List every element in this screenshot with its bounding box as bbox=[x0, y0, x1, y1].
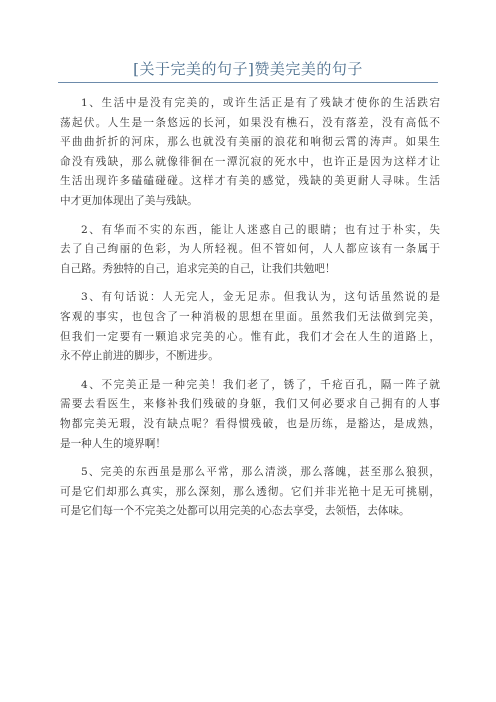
paragraph-line: 2、有华而不实的东西，能让人迷惑自己的眼睛；也有过于朴实，失 bbox=[81, 223, 440, 236]
paragraph-line: 是一种人生的境界啊！ bbox=[60, 437, 166, 450]
paragraph-5 bbox=[60, 463, 440, 522]
paragraph-line: 可是它们却那么真实，那么深刻，那么透彻。它们并非光艳十足无可挑剔， bbox=[60, 485, 440, 498]
paragraph-line: 生活出现许多磕磕碰碰。这样才有美的感觉，残缺的美更耐人寻味。生活 bbox=[60, 175, 440, 188]
paragraph-line: 平曲曲折折的河床，那么也就没有美丽的浪花和响彻云霄的涛声。如果生 bbox=[60, 136, 440, 149]
paragraph-line: 5、完美的东西虽是那么平常，那么清淡，那么落魄，甚至那么狼狈， bbox=[81, 466, 440, 479]
paragraph-line: 荡起伏。人生是一条悠远的长河，如果没有樵石，没有落差，没有高低不 bbox=[60, 116, 440, 129]
paragraph-line: 但我们一定要有一颗追求完美的心。惟有此，我们才会在人生的道路上， bbox=[60, 330, 440, 343]
paragraph-line: 4、不完美正是一种完美！我们老了，锈了，千疮百孔，隔一阵子就 bbox=[81, 378, 440, 391]
paragraph-1 bbox=[60, 94, 440, 212]
paragraph-line: 永不停止前进的脚步，不断进步。 bbox=[60, 350, 219, 363]
paragraph-line: 客观的事实，也包含了一种消极的思想在里面。虽然我们无法做到完美， bbox=[60, 310, 440, 323]
paragraph-4 bbox=[60, 376, 440, 454]
paragraph-line: 去了自己绚丽的色彩，为人所轻视。但不管如何，人人都应该有一条属于 bbox=[60, 243, 440, 256]
paragraph-line: 中才更加体现出了美与残缺。 bbox=[60, 194, 198, 207]
paragraph-line: 需要去看医生，来修补我们残破的身躯，我们又何必要求自己拥有的人事 bbox=[60, 398, 440, 411]
paragraph-line: 3、有句话说：人无完人，金无足赤。但我认为，这句话虽然说的是 bbox=[81, 291, 440, 304]
document-title: [关于完美的句子]赞美完美的句子 bbox=[133, 60, 363, 78]
paragraph-2 bbox=[60, 221, 440, 280]
paragraph-line: 1、生活中是没有完美的，或许生活正是有了残缺才使你的生活跌宕 bbox=[81, 97, 440, 109]
paragraph-line: 命没有残缺，那么就像徘徊在一潭沉寂的死水中，也许正是因为这样才让 bbox=[60, 155, 440, 168]
paragraph-line: 自己路。秀独特的自己，追求完美的自己，让我们共勉吧！ bbox=[60, 262, 336, 275]
document-body bbox=[60, 94, 440, 531]
paragraph-line: 可是它们每一个不完美之处都可以用完美的心态去享受，去领悟，去体味。 bbox=[60, 505, 410, 518]
paragraph-3 bbox=[60, 288, 440, 366]
title-divider bbox=[58, 82, 438, 83]
paragraph-line: 物都完美无瑕，没有缺点呢？看得惯残破，也是历练，是豁达，是成熟， bbox=[60, 417, 440, 430]
